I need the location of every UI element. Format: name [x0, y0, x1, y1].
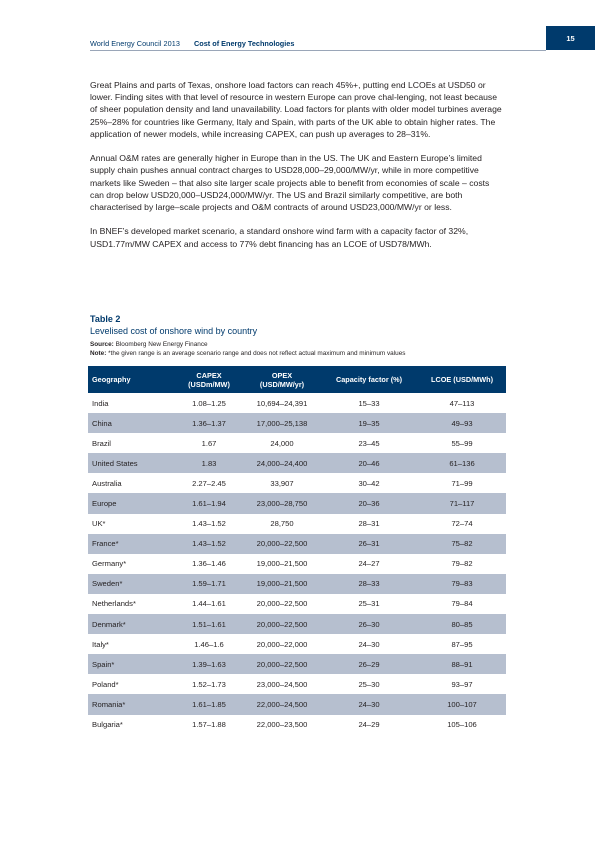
cell-lcoe: 93–97: [451, 679, 473, 689]
header-rule: [90, 50, 546, 51]
cell-capacity-factor: 24–30: [320, 694, 418, 714]
note-label: Note:: [90, 350, 107, 357]
table-row: [88, 514, 506, 534]
source-text: Bloomberg New Energy Finance: [115, 341, 208, 348]
cell-lcoe: 100–107: [418, 694, 506, 714]
table-row: [88, 393, 506, 413]
cell-capex: 1.46–1.6: [194, 639, 224, 649]
cell-capacity-factor: 26–29: [320, 654, 418, 674]
cell-capex: 1.43–1.52: [174, 534, 244, 554]
cell-geography: Poland*: [92, 679, 119, 689]
cell-geography: United States: [88, 453, 174, 473]
header-capex-line1: CAPEX: [196, 370, 222, 380]
table-row: [88, 574, 506, 594]
cell-opex: 20,000–22,500: [244, 534, 320, 554]
header-opex: [244, 366, 320, 393]
table-row: [88, 614, 506, 634]
table-body: [88, 393, 506, 735]
table-row: [88, 413, 506, 433]
cell-opex: 19,000–21,500: [256, 559, 308, 569]
cell-lcoe: 88–91: [418, 654, 506, 674]
source-label: Source:: [90, 341, 114, 348]
body-text: [90, 79, 505, 262]
cell-lcoe: 75–82: [418, 534, 506, 554]
cell-geography: UK*: [92, 519, 106, 529]
cell-capacity-factor: 19–35: [320, 413, 418, 433]
cell-capex: 1.83: [174, 453, 244, 473]
table-header-row: [88, 366, 506, 393]
cell-capex: 1.51–1.61: [174, 614, 244, 634]
cell-capacity-factor: 28–33: [320, 574, 418, 594]
cell-opex: 20,000–22,500: [244, 614, 320, 634]
cell-capex: 1.57–1.88: [192, 720, 226, 730]
header-capex-line2: (USDm/MW): [188, 379, 230, 389]
cell-capacity-factor: 28–31: [358, 519, 380, 529]
cell-capacity-factor: 26–31: [320, 534, 418, 554]
cell-opex: 24,000: [270, 438, 294, 448]
cell-geography: China: [88, 413, 174, 433]
cell-opex: 22,000–24,500: [244, 694, 320, 714]
cell-capacity-factor: 26–30: [320, 614, 418, 634]
cell-opex: 24,000–24,400: [244, 453, 320, 473]
cell-capex: 1.36–1.46: [192, 559, 226, 569]
cell-capex: 1.36–1.37: [174, 413, 244, 433]
cell-capacity-factor: 25–31: [358, 599, 380, 609]
table-note: [90, 350, 405, 357]
cell-capacity-factor: 25–30: [358, 679, 380, 689]
cell-capacity-factor: 20–36: [320, 493, 418, 513]
cell-lcoe: 61–136: [418, 453, 506, 473]
table-row: [88, 694, 506, 714]
cell-capex: 1.44–1.61: [192, 599, 226, 609]
cell-geography: France*: [88, 534, 174, 554]
cell-capex: 2.27–2.45: [192, 478, 226, 488]
table-row: [88, 493, 506, 513]
table-row: [88, 473, 506, 493]
cell-geography: Bulgaria*: [92, 720, 123, 730]
cell-lcoe: 49–93: [418, 413, 506, 433]
cell-geography: Romania*: [88, 694, 174, 714]
cell-capacity-factor: 30–42: [358, 478, 380, 488]
lcoe-table: [88, 366, 506, 735]
cell-opex: 17,000–25,138: [244, 413, 320, 433]
cell-lcoe: 72–74: [451, 519, 473, 529]
cell-capex: 1.67: [201, 438, 217, 448]
header-opex-line2: (USD/MW/yr): [259, 379, 305, 389]
table-row: [88, 554, 506, 574]
cell-opex: 20,000–22,000: [256, 639, 308, 649]
cell-capex: 1.39–1.63: [174, 654, 244, 674]
paragraph: In BNEF’s developed market scenario, a standard onshore wind farm with a capacity factor of 32%, USD1.77m/MW CAPEX and access to 77% debt financing has an LCOE of USD78/MWh.: [90, 226, 469, 249]
cell-geography: Netherlands*: [92, 599, 136, 609]
cell-lcoe: 80–85: [418, 614, 506, 634]
cell-opex: 10,694–24,391: [256, 398, 308, 408]
cell-opex: 33,907: [270, 478, 294, 488]
cell-capex: 1.61–1.85: [174, 694, 244, 714]
cell-lcoe: 79–83: [418, 574, 506, 594]
page-header: [90, 33, 595, 53]
header-geography: Geography: [88, 366, 174, 393]
cell-geography: Germany*: [92, 559, 127, 569]
cell-geography: Australia: [92, 478, 122, 488]
header-capacity-factor: Capacity factor (%): [320, 366, 418, 393]
cell-capex: 1.59–1.71: [174, 574, 244, 594]
cell-opex: 28,750: [270, 519, 294, 529]
table-row: [88, 634, 506, 654]
header-organization: World Energy Council 2013: [90, 39, 180, 48]
paragraph: Great Plains and parts of Texas, onshore load factors can reach 45%+, putting end LCOEs at USD50 or lower. Finding sites with that level of resource in western Europe can prove chal-lenging, not least because of sheer population density and land unavailability. Load factors for plants with older model turbines average 25%–28% for countries like Germany, Italy and Spain, with parts of the UK able to obtain higher rates. The application of newer models, while increasing CAPEX, can push up averages to 28–31%.: [90, 80, 502, 139]
table-title: Levelised cost of onshore wind by country: [90, 326, 258, 336]
cell-geography: Spain*: [88, 654, 174, 674]
paragraph: Annual O&M rates are generally higher in Europe than in the US. The UK and Eastern Europe’s limited supply chain pushes annual contract charges to USD28,000–29,000/MW/yr, while in more competitive markets like Sweden – that also site larger scale projects able to benefit from economies of scale – costs can drop below USD20,000–USD24,000/MW/yr. The US and Brazil similarly competitive, are both characterised by large–scale projects and O&M contracts of around USD23,000/MW/yr or less.: [90, 153, 490, 213]
cell-geography: Brazil: [92, 438, 111, 448]
table-row: [88, 654, 506, 674]
cell-opex: 23,000–24,500: [256, 679, 308, 689]
cell-geography: Denmark*: [88, 614, 174, 634]
cell-geography: Italy*: [92, 639, 109, 649]
cell-opex: 22,000–23,500: [256, 720, 308, 730]
cell-opex: 20,000–22,500: [244, 654, 320, 674]
header-section-title: Cost of Energy Technologies: [194, 39, 295, 48]
cell-capacity-factor: 20–46: [320, 453, 418, 473]
cell-geography: Europe: [88, 493, 174, 513]
cell-opex: 19,000–21,500: [244, 574, 320, 594]
cell-capacity-factor: 24–30: [358, 639, 380, 649]
table-source: [90, 341, 208, 348]
cell-lcoe: 55–99: [451, 438, 473, 448]
table-row: [88, 594, 506, 614]
cell-lcoe: 105–106: [447, 720, 477, 730]
cell-capacity-factor: 23–45: [358, 438, 380, 448]
cell-geography: India: [92, 398, 109, 408]
cell-lcoe: 47–113: [449, 398, 475, 408]
cell-lcoe: 79–82: [451, 559, 473, 569]
cell-lcoe: 79–84: [451, 599, 473, 609]
cell-geography: Sweden*: [88, 574, 174, 594]
header-capex: [174, 366, 244, 393]
header-lcoe: LCOE (USD/MWh): [418, 366, 506, 393]
cell-capacity-factor: 24–27: [358, 559, 380, 569]
cell-capex: 1.52–1.73: [192, 679, 226, 689]
cell-capex: 1.43–1.52: [192, 519, 226, 529]
table-row: [88, 715, 506, 735]
table-row: [88, 433, 506, 453]
cell-opex: 20,000–22,500: [256, 599, 308, 609]
table-label: Table 2: [90, 314, 121, 324]
cell-capex: 1.61–1.94: [174, 493, 244, 513]
cell-lcoe: 87–95: [451, 639, 473, 649]
cell-capacity-factor: 24–29: [358, 720, 380, 730]
cell-lcoe: 71–99: [451, 478, 473, 488]
page-number-badge: 15: [546, 26, 595, 50]
cell-capacity-factor: 15–33: [358, 398, 380, 408]
note-text: *the given range is an average scenario range and does not reflect actual maximum and minimum values: [108, 350, 406, 357]
table-row: [88, 453, 506, 473]
table-row: [88, 674, 506, 694]
cell-lcoe: 71–117: [418, 493, 506, 513]
cell-capex: 1.08–1.25: [192, 398, 226, 408]
header-opex-line1: OPEX: [271, 370, 293, 380]
table-row: [88, 534, 506, 554]
cell-opex: 23,000–28,750: [244, 493, 320, 513]
